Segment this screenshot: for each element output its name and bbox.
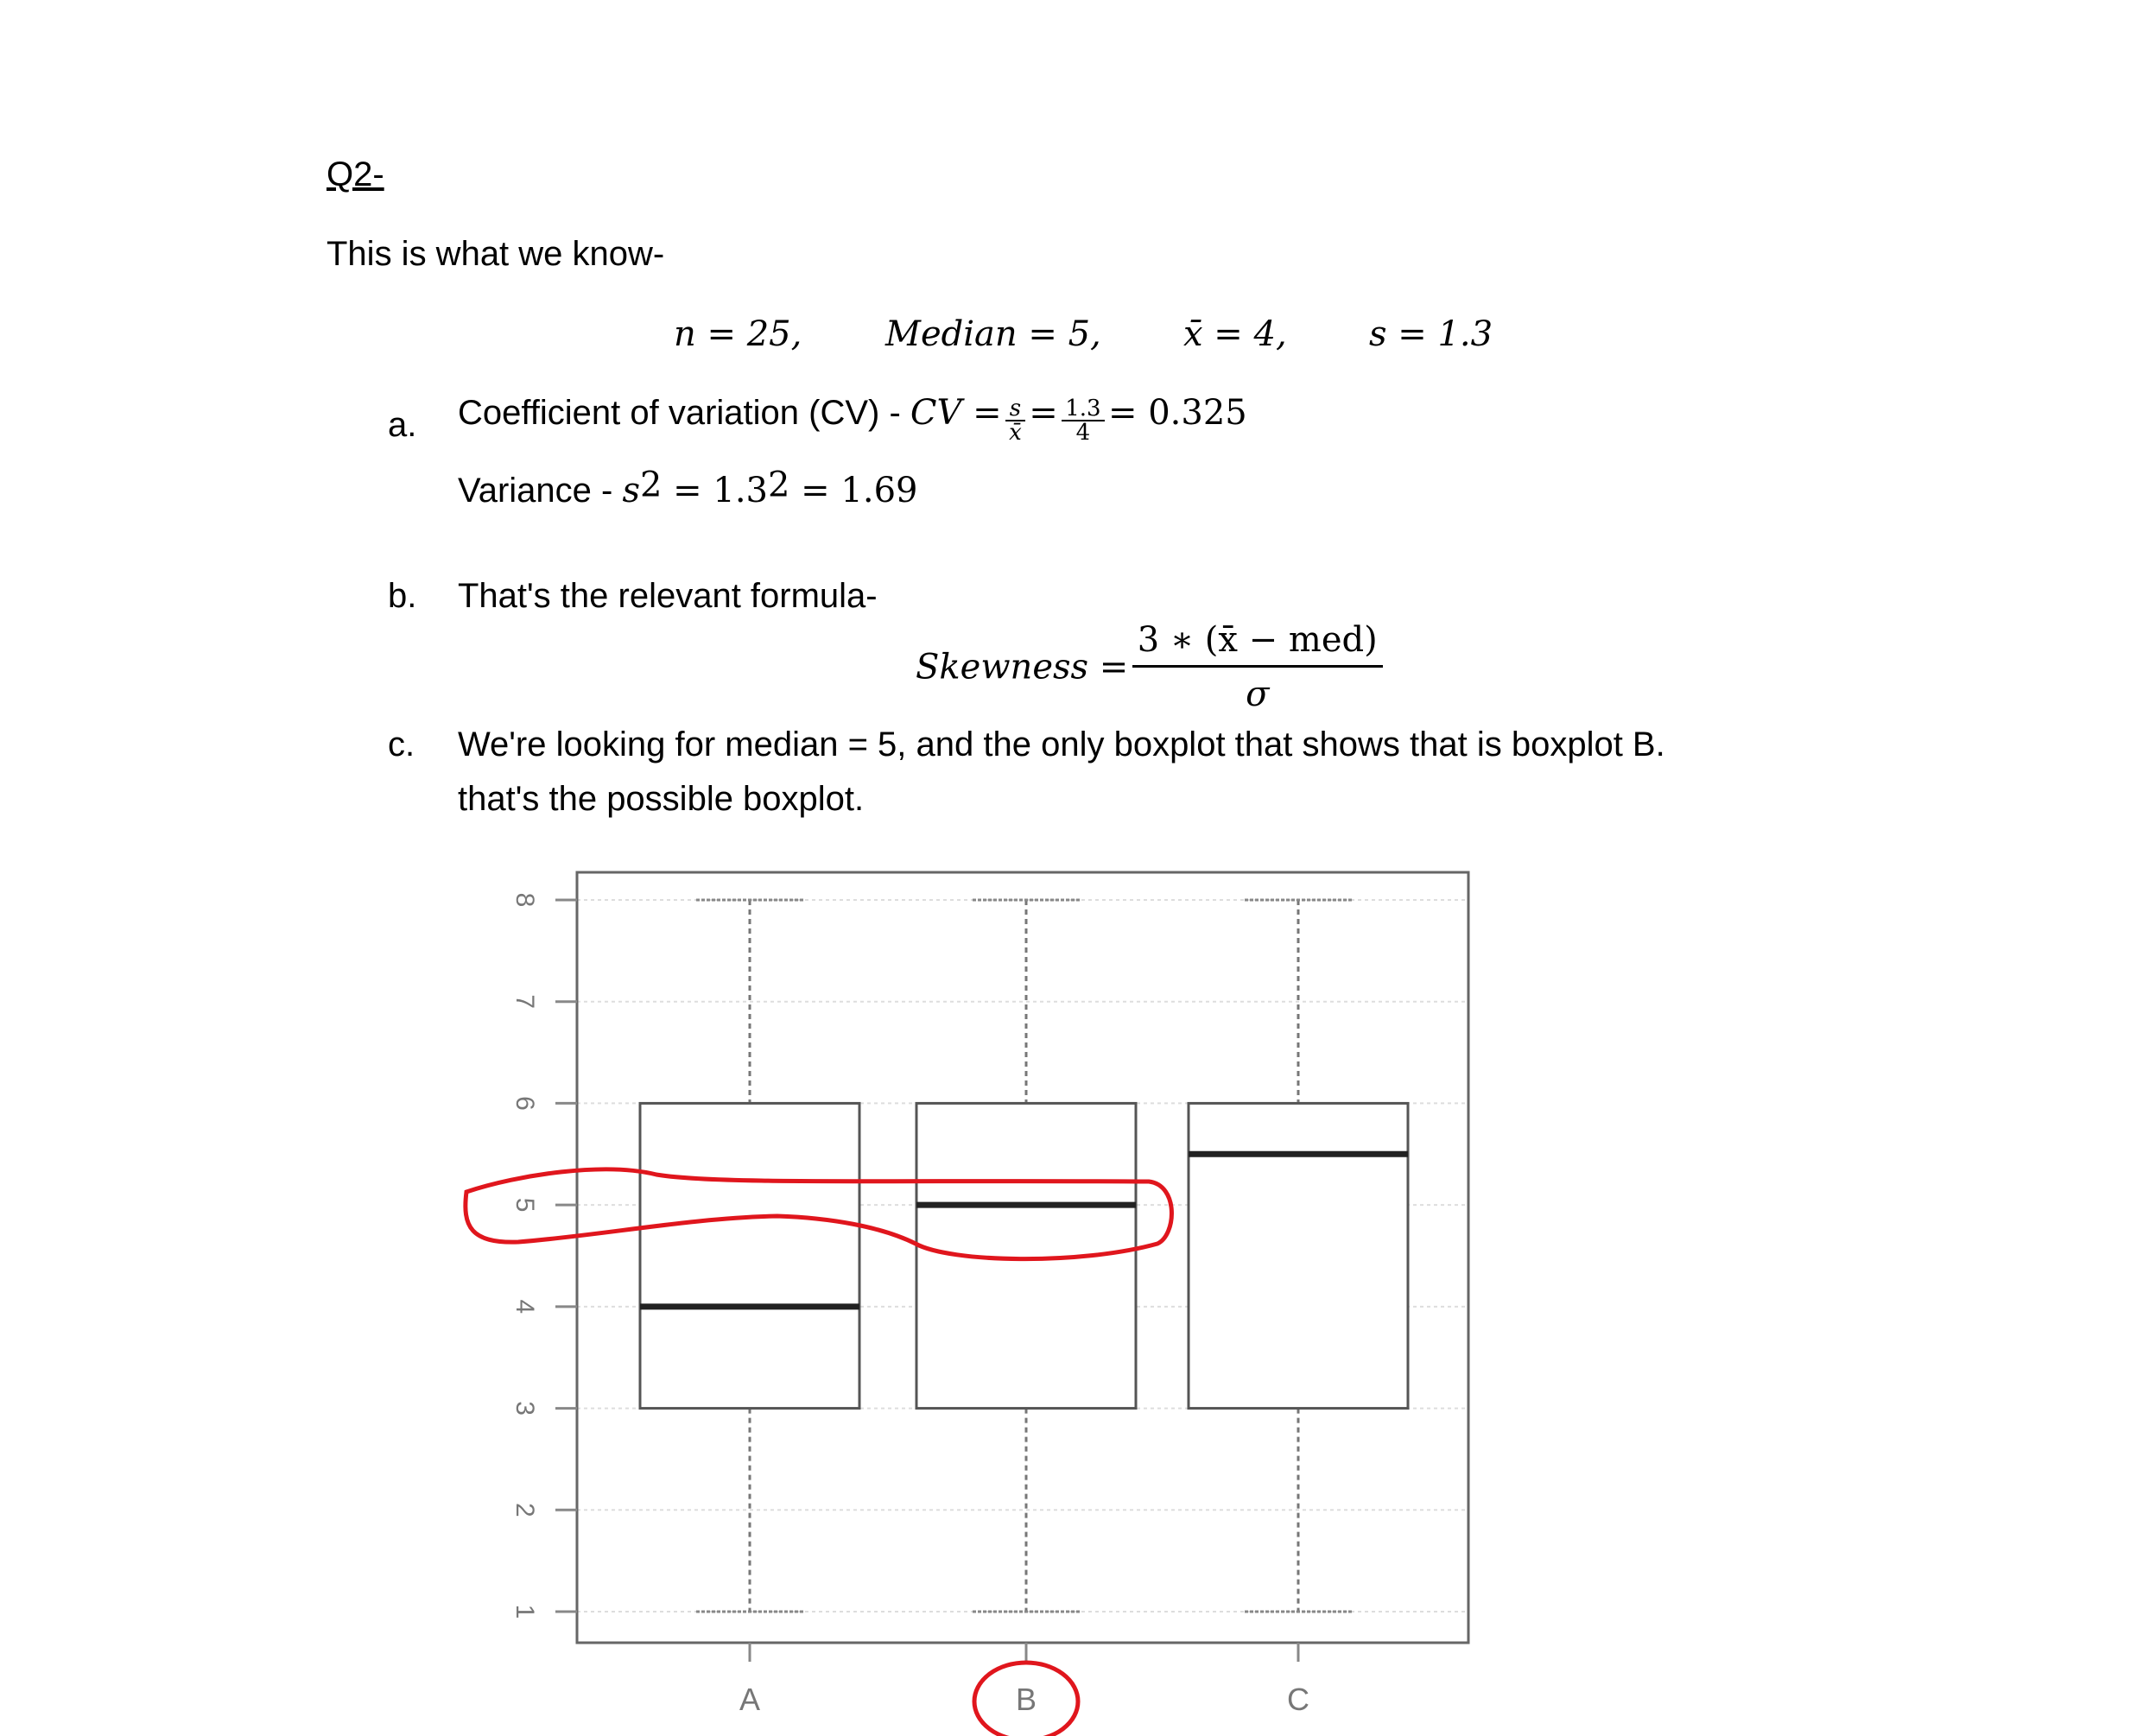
cv-frac2-num: 1.3 <box>1062 397 1104 421</box>
y-tick-label-1: 1 <box>510 1604 540 1619</box>
item-b-text: That's the relevant formula- <box>458 577 878 615</box>
box-C <box>1189 1103 1408 1408</box>
cv-label: Coefficient of variation (CV) - <box>458 394 910 432</box>
variance-result: = 1.69 <box>789 471 918 510</box>
y-tick-label-5: 5 <box>510 1197 540 1213</box>
y-tick-label-6: 6 <box>510 1096 540 1111</box>
y-tick-label-8: 8 <box>510 892 540 908</box>
item-c-marker: c. <box>388 725 415 763</box>
variance-s: s <box>622 471 640 510</box>
x-tick-label-B: B <box>1015 1682 1037 1717</box>
item-b-marker: b. <box>388 577 417 615</box>
variance-exp2: 2 <box>768 465 790 505</box>
skewness-numerator: 3 ∗ (x̄ − med) <box>1132 620 1383 668</box>
x-tick-label-A: A <box>739 1682 761 1717</box>
known-s: s = 1.3 <box>1369 314 1493 354</box>
variance-label: Variance - <box>458 472 623 510</box>
y-tick-label-4: 4 <box>510 1299 540 1315</box>
cv-frac2-den: 4 <box>1075 419 1091 446</box>
known-median: Median = 5, <box>885 314 1101 354</box>
known-mean: x̄ = 4, <box>1183 314 1287 354</box>
variance-exp: 2 <box>639 465 663 505</box>
known-n: n = 25, <box>674 314 802 354</box>
skewness-denominator: σ <box>1246 675 1270 714</box>
y-tick-label-2: 2 <box>510 1502 540 1517</box>
item-c-line2: that's the possible boxplot. <box>458 780 865 818</box>
y-tick-label-7: 7 <box>510 994 540 1010</box>
variance-mid: = 1.3 <box>662 471 768 510</box>
skewness-lhs: Skewness = <box>916 647 1129 687</box>
intro-text: This is what we know- <box>327 235 665 273</box>
item-c-line1: We're looking for median = 5, and the only boxplot that shows that is boxplot B. <box>458 725 1665 763</box>
item-a-marker: a. <box>388 406 417 444</box>
cv-frac1-den: x̄ <box>1009 419 1022 446</box>
page-title: Q2- <box>327 155 384 193</box>
box-A <box>640 1103 859 1408</box>
cv-frac1-num: s <box>1005 397 1025 421</box>
cv-result: = 0.325 <box>1108 393 1247 433</box>
x-tick-label-C: C <box>1287 1682 1309 1717</box>
y-tick-label-3: 3 <box>510 1401 540 1416</box>
cv-lhs: CV = <box>910 393 1002 433</box>
cv-equals: = <box>1029 393 1058 433</box>
